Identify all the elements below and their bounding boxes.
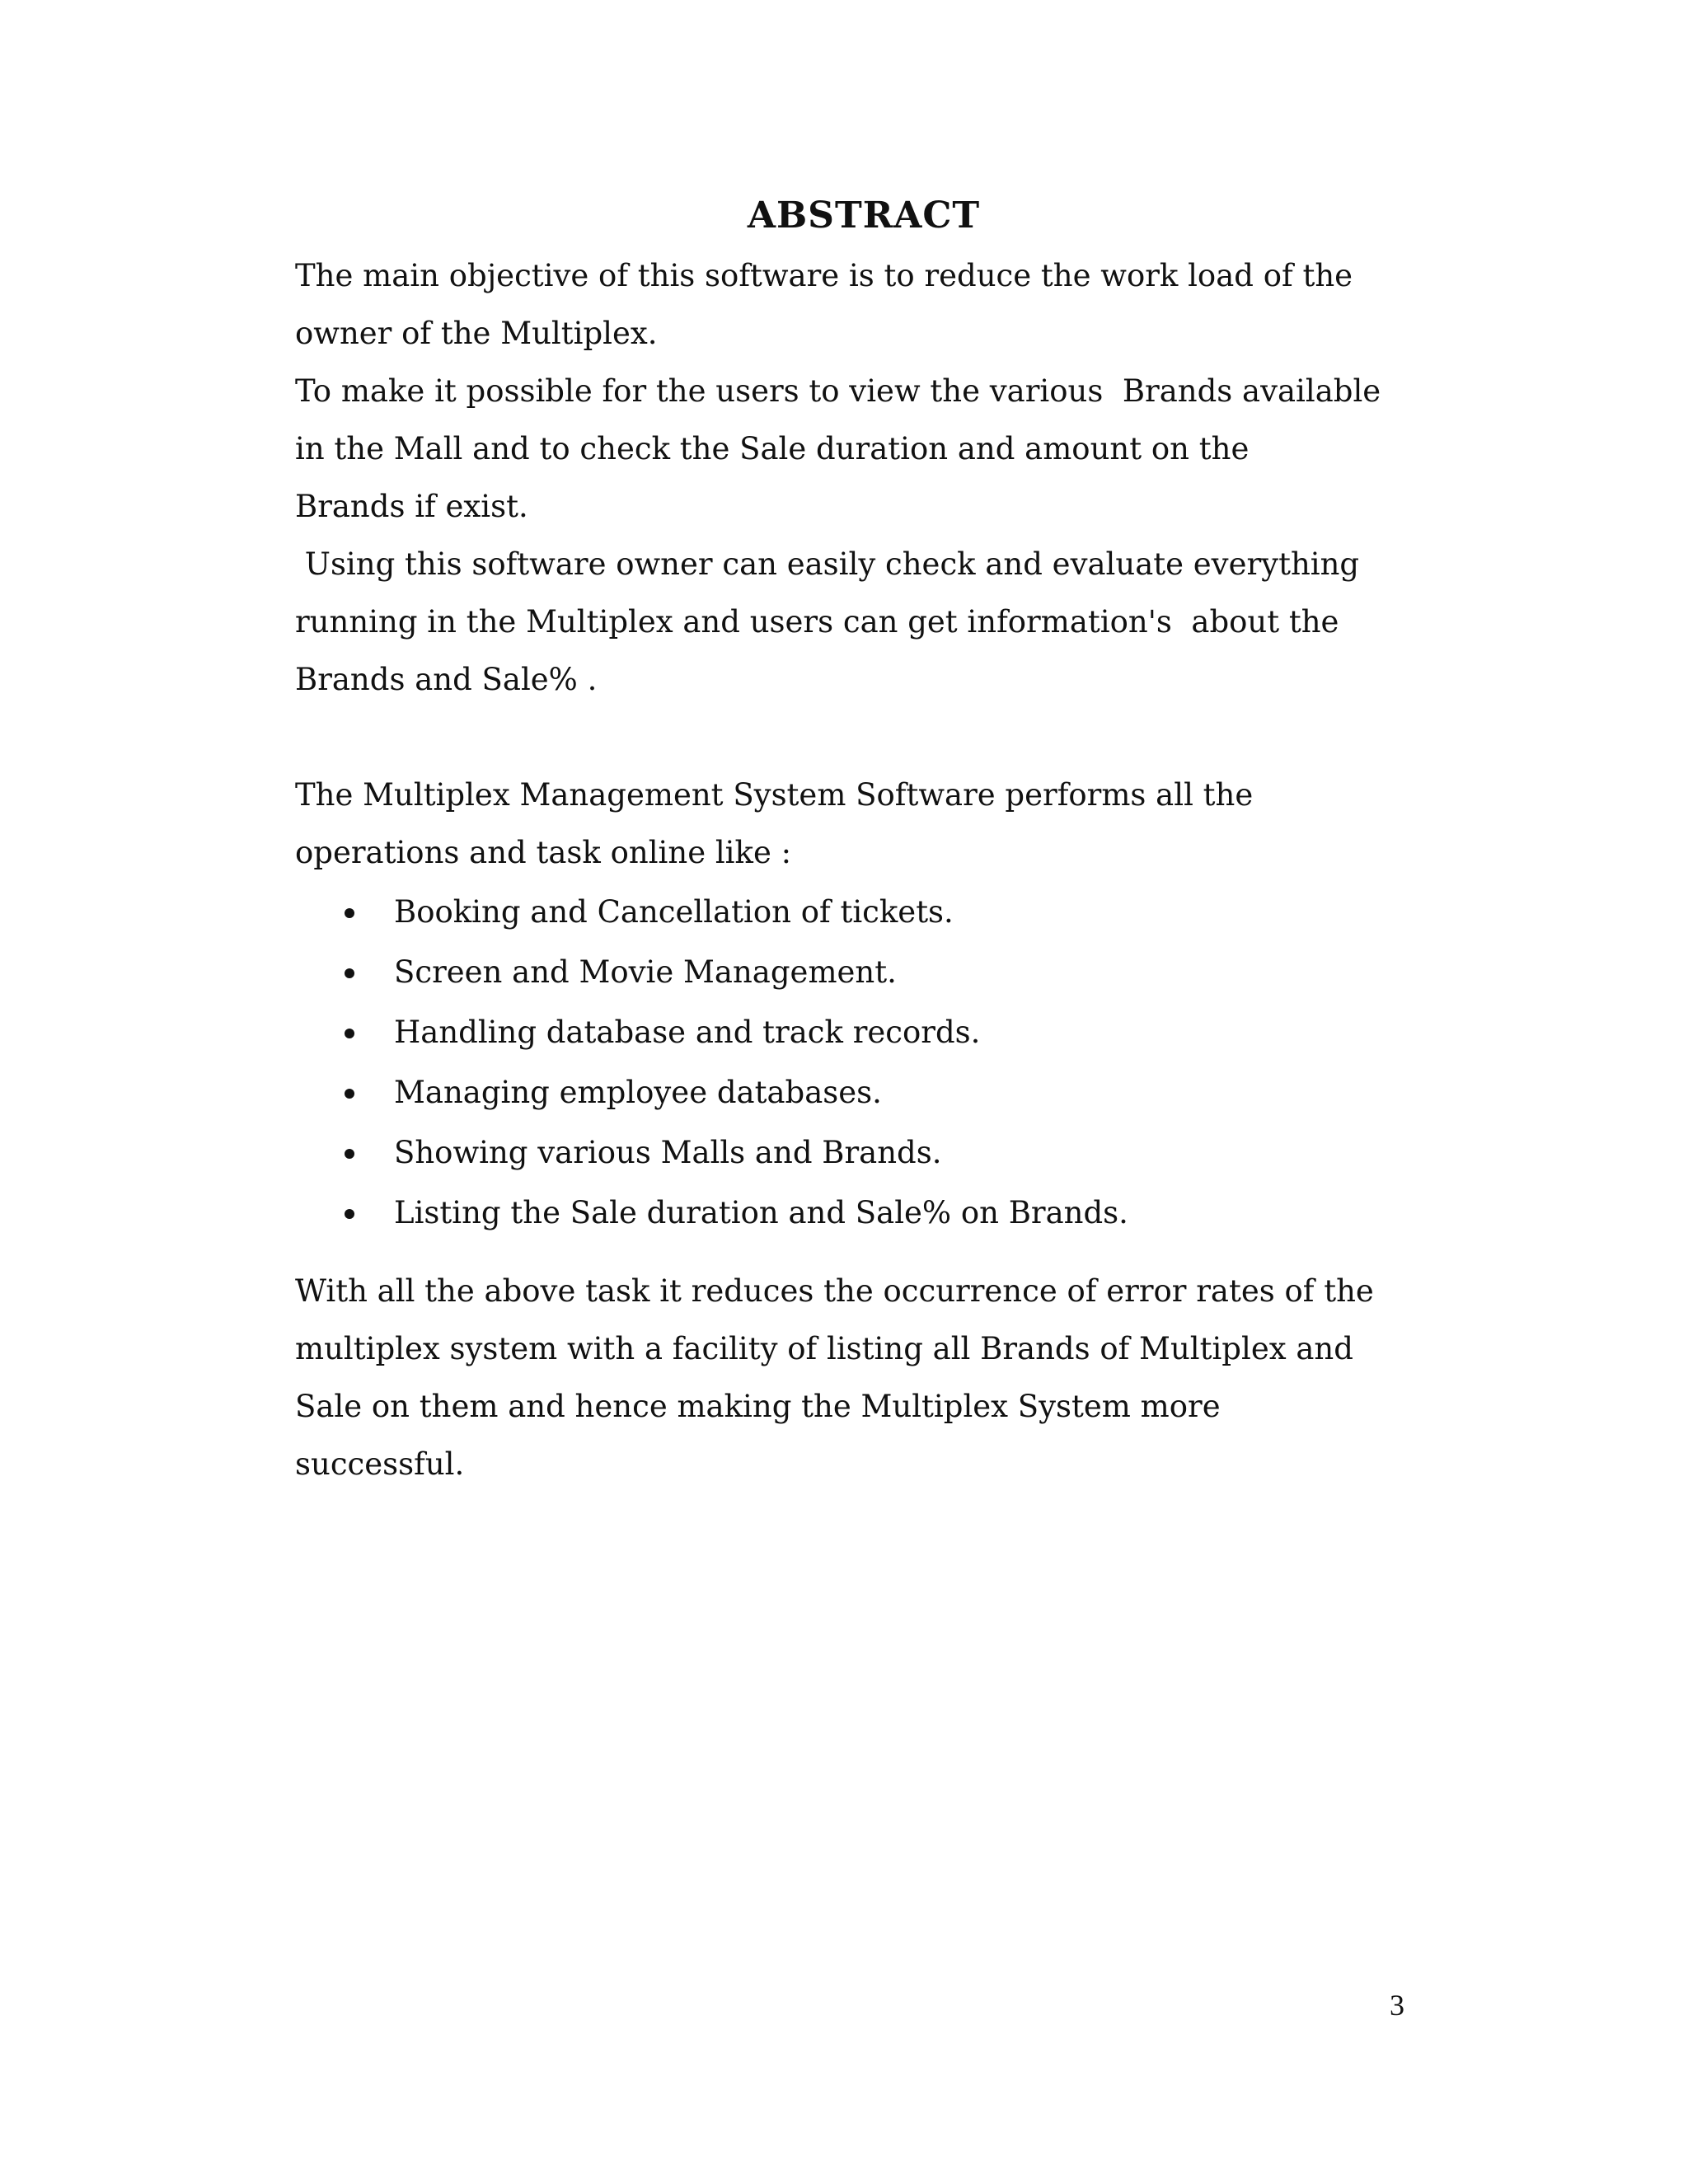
list-item-text: Handling database and track records. <box>394 1015 981 1050</box>
closing-section <box>295 1263 1432 1493</box>
operations-intro <box>295 766 1432 882</box>
bullet-icon <box>345 968 354 978</box>
list-item-text: Showing various Malls and Brands. <box>394 1135 942 1170</box>
text-line: running in the Multiplex and users can get information's about the <box>295 604 1339 640</box>
list-item-text: Booking and Cancellation of tickets. <box>394 894 954 930</box>
text-line: Brands if exist. <box>295 489 528 524</box>
bullet-icon <box>345 1209 354 1219</box>
list-item-text: Listing the Sale duration and Sale% on Brands. <box>394 1195 1128 1230</box>
document-content <box>295 191 1432 1493</box>
list-item <box>295 1183 1432 1243</box>
bullet-icon <box>345 1029 354 1038</box>
text-line: Using this software owner can easily check and evaluate everything <box>295 546 1360 582</box>
objective-section <box>295 247 1432 709</box>
list-item <box>295 882 1432 942</box>
text-line: in the Mall and to check the Sale duration and amount on the <box>295 431 1250 466</box>
text-line: Brands and Sale% . <box>295 662 598 697</box>
page-number: 3 <box>1390 1989 1404 2022</box>
page-title: ABSTRACT <box>747 194 981 237</box>
text-line: The Multiplex Management System Software performs all the <box>295 777 1254 813</box>
list-item <box>295 942 1432 1002</box>
list-item <box>295 1062 1432 1122</box>
list-item <box>295 1002 1432 1062</box>
list-item <box>295 1122 1432 1183</box>
paragraph-gap <box>295 709 1432 766</box>
text-line: To make it possible for the users to view the various Brands available <box>295 373 1381 409</box>
text-line: With all the above task it reduces the occurrence of error rates of the <box>295 1273 1374 1309</box>
text-line: successful. <box>295 1446 465 1482</box>
text-line: Sale on them and hence making the Multiplex System more <box>295 1389 1221 1424</box>
bullet-icon <box>345 1089 354 1099</box>
text-line: multiplex system with a facility of listing all Brands of Multiplex and <box>295 1331 1353 1366</box>
bullet-icon <box>345 908 354 918</box>
list-item-text: Screen and Movie Management. <box>394 954 897 990</box>
bullet-icon <box>345 1149 354 1159</box>
text-line: operations and task online like : <box>295 835 792 870</box>
text-line: owner of the Multiplex. <box>295 316 658 351</box>
operations-list <box>295 882 1432 1243</box>
text-line: The main objective of this software is to reduce the work load of the <box>295 258 1353 293</box>
list-item-text: Managing employee databases. <box>394 1075 882 1110</box>
